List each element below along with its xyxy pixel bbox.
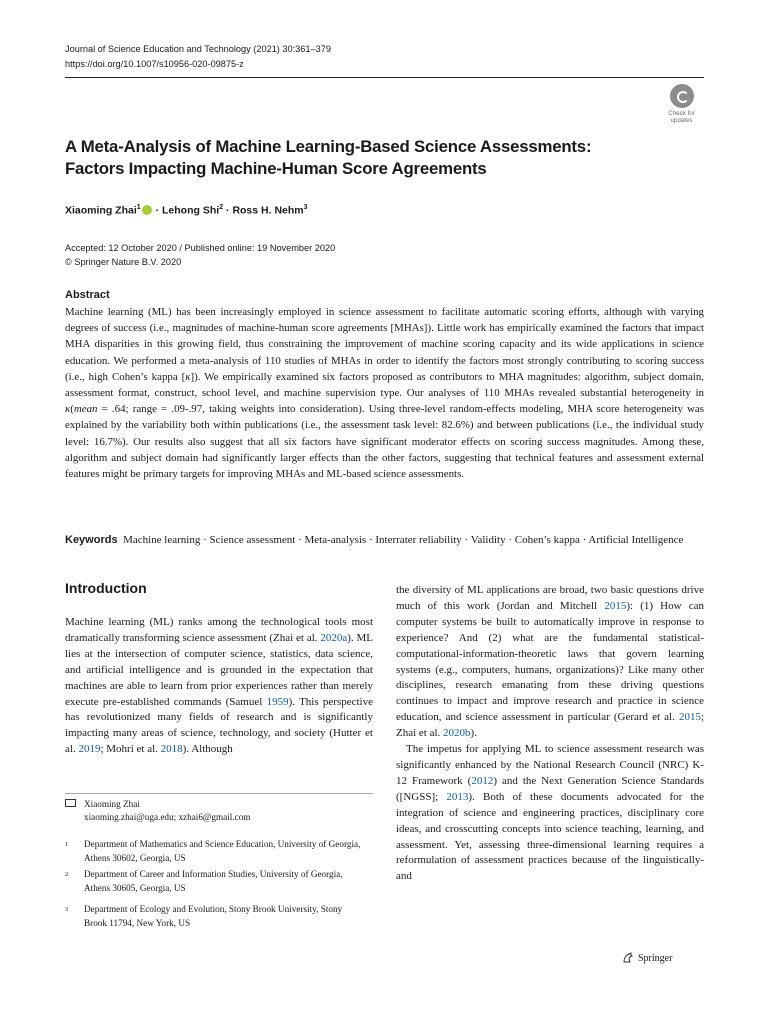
orcid-icon[interactable] (142, 205, 152, 215)
body-text: ; Zhai et al. (396, 711, 704, 740)
abstract-kappa: κ (65, 403, 71, 416)
abstract-text: = .64; range = .09-.97, taking weights into consideration). Using three-level random-effects modeling, MHA score heterogeneity was explained by the variability both within publications (i.e., the assessment task level: 82.6%) and between publications (i.e., the individual study level: 16.7%). Our results also suggest that all six factors have significant moderator effects on scoring success magnitudes. Among these, algorithm and subject domain had significantly larger effects than the other factors, suggesting that technical features and assessment external features might be primary targets for improving MHAs and ML-based science assessments. (65, 403, 704, 481)
author-2[interactable]: Lehong Shi (162, 204, 220, 217)
dates-line: Accepted: 12 October 2020 / Published online: 19 November 2020 (65, 243, 336, 253)
publisher-name: Springer (638, 952, 673, 964)
author-3[interactable]: Ross H. Nehm (232, 204, 304, 217)
affiliation-1 (65, 838, 361, 863)
title-line2: Factors Impacting Machine-Human Score Agreements (65, 159, 487, 178)
citation-link[interactable]: 1959 (266, 695, 289, 708)
affiliation-number: 1 (65, 841, 69, 848)
copyright-line: © Springer Nature B.V. 2020 (65, 257, 182, 267)
abstract-text: ( (70, 403, 74, 416)
badge-line2: updates (670, 117, 693, 124)
header-rule (65, 77, 704, 78)
citation-link[interactable]: 2020b (443, 727, 471, 740)
keywords-label: Keywords (65, 534, 118, 546)
citation-link[interactable]: 2018 (160, 743, 183, 756)
author-2-affil: 2 (219, 204, 224, 211)
doi-link[interactable]: https://doi.org/10.1007/s10956-020-09875-z (65, 59, 244, 69)
corresponding-author (65, 798, 250, 824)
introduction-heading: Introduction (65, 580, 147, 596)
citation-link[interactable]: 2013 (446, 790, 469, 803)
author-3-affil: 3 (303, 204, 308, 211)
intro-left-column (65, 615, 373, 758)
keywords-text: Machine learning · Science assessment · Meta-analysis · Interrater reliability · Validity · Cohen’s kappa · Artificial Intelligence (123, 534, 684, 546)
body-text: Machine learning (ML) ranks among the technological tools most dramatically transforming science assessment (Zhai et al. (65, 616, 373, 644)
abstract-heading: Abstract (65, 289, 110, 301)
affiliation-text: Department of Career and Information Studies, University of Georgia, Athens 30605, Georgia, US (84, 869, 343, 893)
publication-dates (65, 241, 335, 269)
body-text: The impetus for applying ML to science assessment research was significantly enhanced by the National Research Council (NRC) K-12 Framework ( (396, 743, 704, 787)
body-text: ). ML lies at the intersection of computer science, statistics, data science, and artificial intelligence and is grounded in the expectation that machines are able to learn from prior experiences rather than merely execute pre-established commands (Samuel (65, 631, 373, 708)
journal-header (65, 42, 331, 72)
springer-horse-icon (622, 952, 634, 964)
author-1[interactable]: Xiaoming Zhai (65, 204, 137, 217)
body-text: ). This perspective has revolutionized many fields of research and is significantly impacting many areas of science, technology, and society (Hutter et al. (65, 695, 373, 756)
body-text: ). Both of these documents advocated for the integration of science and engineering practices, disciplinary core ideas, and crosscutting concepts into science teaching, learning, and assessment. Yet, assessing three-dimensional learning requires a reformulation of assessment practices because of the linguistically- and (396, 790, 704, 883)
affiliation-2 (65, 868, 343, 893)
citation-link[interactable]: 2015 (678, 711, 701, 724)
journal-citation: Journal of Science Education and Technology (2021) 30:361–379 (65, 44, 331, 54)
abstract-kappa: κ (185, 370, 191, 383)
abstract-text: Machine learning (ML) has been increasingly employed in science assessment to facilitate automatic scoring efforts, although with varying degrees of success (i.e., magnitudes of machine-human score agreements [MHAs]). Little work has empirically examined the factors that impact MHA disparities in this growing field, thus constraining the improvement of machine scoring capacity and its wide applications in science education. We performed a meta-analysis of 110 studies of MHAs in order to identify the factors most strongly contributing to scoring success (i.e., high Cohen’s kappa [ (65, 306, 704, 383)
citation-link[interactable]: 2015 (604, 599, 627, 612)
affiliation-text: Department of Mathematics and Science Education, University of Georgia, Athens 30602, Georgia, US (84, 839, 361, 863)
body-text: ): (1) How can computer systems be built to automatically improve in response to experience? And (2) what are the fundamental statistical-computational-information-theoretic laws that govern learning systems (e.g., computers, humans, organizations)? Like many other disciplines, research emanating from these driving questions continues to impact and improve research and practice in science education, and science assessment in particular (Gerard et al. (396, 599, 704, 724)
citation-link[interactable]: 2012 (471, 774, 494, 787)
body-text: ) and the Next Generation Science Standards ([NGSS]; (396, 774, 704, 803)
keywords (65, 532, 704, 548)
affiliation-number: 2 (65, 871, 69, 878)
citation-link[interactable]: 2019 (78, 743, 101, 756)
corr-email[interactable]: xiaoming.zhai@uga.edu; xzhai6@gmail.com (84, 812, 251, 822)
author-separator: · (152, 204, 163, 217)
body-text: ). Although (182, 743, 233, 756)
body-text: ). (470, 727, 477, 740)
publisher-footer (622, 952, 672, 964)
intro-right-column (396, 583, 704, 885)
author-1-affil: 1 (136, 204, 141, 211)
envelope-icon (65, 799, 76, 807)
check-for-updates-badge[interactable] (659, 84, 704, 124)
author-separator: · (223, 204, 233, 217)
abstract-body (65, 304, 704, 482)
footnote-rule (65, 793, 373, 794)
paper-title (65, 136, 685, 180)
body-text: the diversity of ML applications are broad, two basic questions drive much of this work (Jordan and Mitchell (396, 584, 704, 612)
affiliation-3 (65, 903, 343, 928)
check-updates-icon (670, 84, 694, 108)
affiliation-number: 3 (65, 906, 69, 913)
abstract-text: ]). We empirically examined six factors proposed as contributors to MHA magnitudes: algorithm, subject domain, assessment format, construct, school level, and machine supervision type. Our analyses of 110 MHAs revealed substantial heterogeneity in (65, 370, 705, 400)
affiliation-text: Department of Ecology and Evolution, Stony Brook University, Stony Brook 11794, New York, US (84, 904, 343, 928)
badge-line1: Check for (668, 110, 695, 117)
abstract-mean: mean (73, 403, 98, 416)
corr-name: Xiaoming Zhai (84, 799, 140, 809)
body-text: ; Mohri et al. (100, 743, 161, 756)
author-list (65, 204, 308, 217)
citation-link[interactable]: 2020a (320, 631, 348, 644)
title-line1: A Meta-Analysis of Machine Learning-Based Science Assessments: (65, 137, 592, 156)
